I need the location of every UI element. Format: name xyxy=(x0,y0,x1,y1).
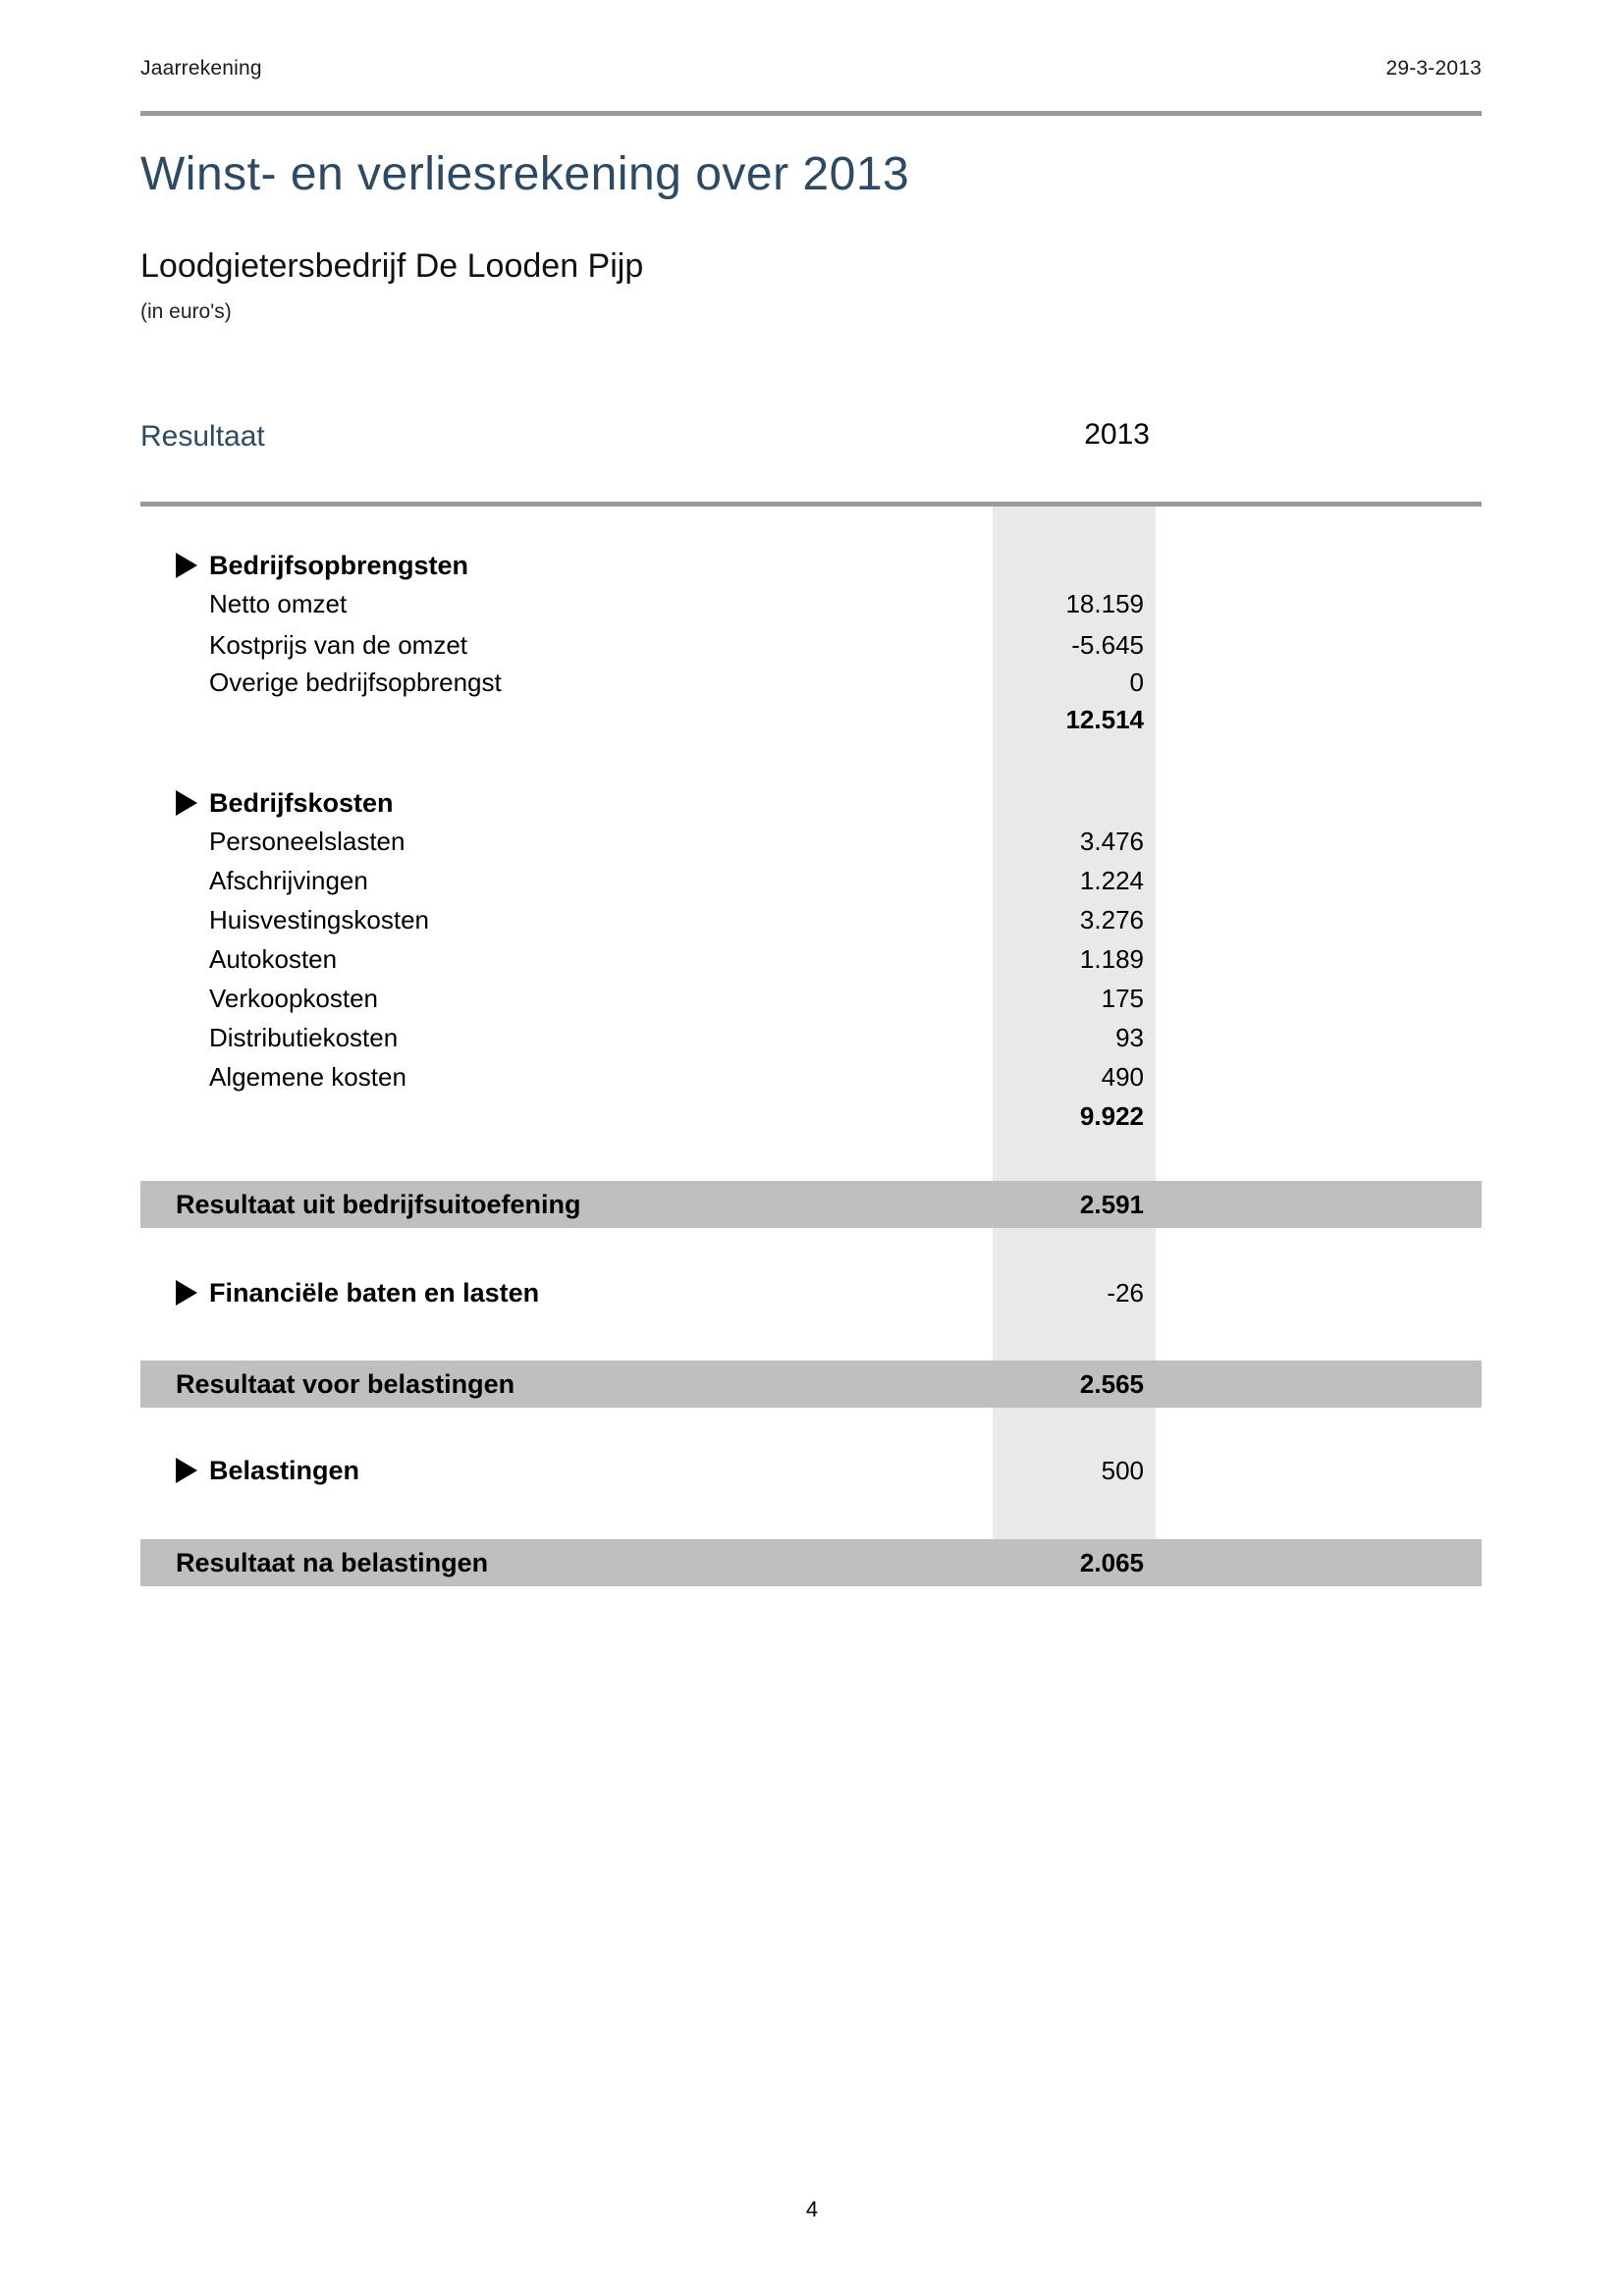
result-band-after-tax xyxy=(140,1539,1482,1586)
table-row xyxy=(0,900,1624,939)
section-header-label: Bedrijfsopbrengsten xyxy=(209,551,469,580)
result-band-value: 2.565 xyxy=(1079,1369,1144,1399)
row-value: 0 xyxy=(1129,667,1144,697)
row-value: 1.189 xyxy=(1079,944,1144,974)
table-row xyxy=(0,939,1624,979)
result-band-label: Resultaat na belastingen xyxy=(176,1548,489,1577)
section-header-row xyxy=(0,1451,1624,1490)
row-label: Algemene kosten xyxy=(209,1062,406,1092)
result-band-value: 2.591 xyxy=(1079,1190,1144,1219)
section-marker-icon xyxy=(176,553,197,578)
header-date: 29-3-2013 xyxy=(1385,57,1482,80)
row-value: 500 xyxy=(1101,1456,1144,1485)
row-label: Huisvestingskosten xyxy=(209,905,429,934)
result-band-value: 2.065 xyxy=(1079,1548,1144,1577)
row-value: 3.476 xyxy=(1079,827,1144,856)
section-header-label: Financiële baten en lasten xyxy=(209,1278,540,1308)
table-row xyxy=(0,1018,1624,1057)
table-row xyxy=(0,625,1624,665)
row-value: -5.645 xyxy=(1071,630,1144,660)
section-header-row xyxy=(0,546,1624,585)
row-value: 93 xyxy=(1115,1023,1144,1052)
row-value: 3.276 xyxy=(1079,905,1144,934)
row-label: Personeelslasten xyxy=(209,827,406,856)
table-row xyxy=(0,1057,1624,1096)
table-row xyxy=(0,584,1624,623)
section-total-value: 12.514 xyxy=(1065,705,1144,734)
result-band-label: Resultaat voor belastingen xyxy=(176,1369,515,1399)
row-label: Distributiekosten xyxy=(209,1023,399,1052)
row-value: 490 xyxy=(1101,1062,1144,1092)
row-label: Verkoopkosten xyxy=(209,984,379,1013)
section-total-row xyxy=(0,1096,1624,1136)
section-marker-icon xyxy=(176,1458,197,1483)
row-value: 18.159 xyxy=(1065,589,1144,618)
section-total-value: 9.922 xyxy=(1079,1101,1144,1131)
section-header-row xyxy=(0,783,1624,823)
row-label: Overige bedrijfsopbrengst xyxy=(209,667,502,697)
section-marker-icon xyxy=(176,790,197,816)
year-column-header: 2013 xyxy=(1084,418,1150,451)
table-row xyxy=(0,861,1624,900)
row-label: Autokosten xyxy=(209,944,338,974)
row-value: 175 xyxy=(1101,984,1144,1013)
header-divider xyxy=(140,111,1482,116)
result-band-operating xyxy=(140,1181,1482,1228)
table-header-divider xyxy=(140,502,1482,507)
section-total-row xyxy=(0,700,1624,739)
page-number: 4 xyxy=(805,2197,819,2221)
row-value: -26 xyxy=(1107,1278,1144,1308)
currency-note: (in euro's) xyxy=(140,300,232,323)
result-band-label: Resultaat uit bedrijfsuitoefening xyxy=(176,1190,581,1219)
company-name: Loodgietersbedrijf De Looden Pijp xyxy=(140,247,644,285)
result-band-pre-tax xyxy=(140,1361,1482,1408)
section-marker-icon xyxy=(176,1280,197,1306)
row-label: Netto omzet xyxy=(209,589,348,618)
table-row xyxy=(0,822,1624,861)
row-value: 1.224 xyxy=(1079,866,1144,895)
header-doc-type: Jaarrekening xyxy=(140,57,262,80)
page-title: Winst- en verliesrekening over 2013 xyxy=(140,148,910,200)
table-heading-resultaat: Resultaat xyxy=(140,420,265,453)
section-header-label: Bedrijfskosten xyxy=(209,788,394,818)
table-row xyxy=(0,979,1624,1018)
table-row xyxy=(0,663,1624,702)
section-header-label: Belastingen xyxy=(209,1456,360,1485)
row-label: Afschrijvingen xyxy=(209,866,368,895)
section-header-row xyxy=(0,1273,1624,1312)
row-label: Kostprijs van de omzet xyxy=(209,630,468,660)
